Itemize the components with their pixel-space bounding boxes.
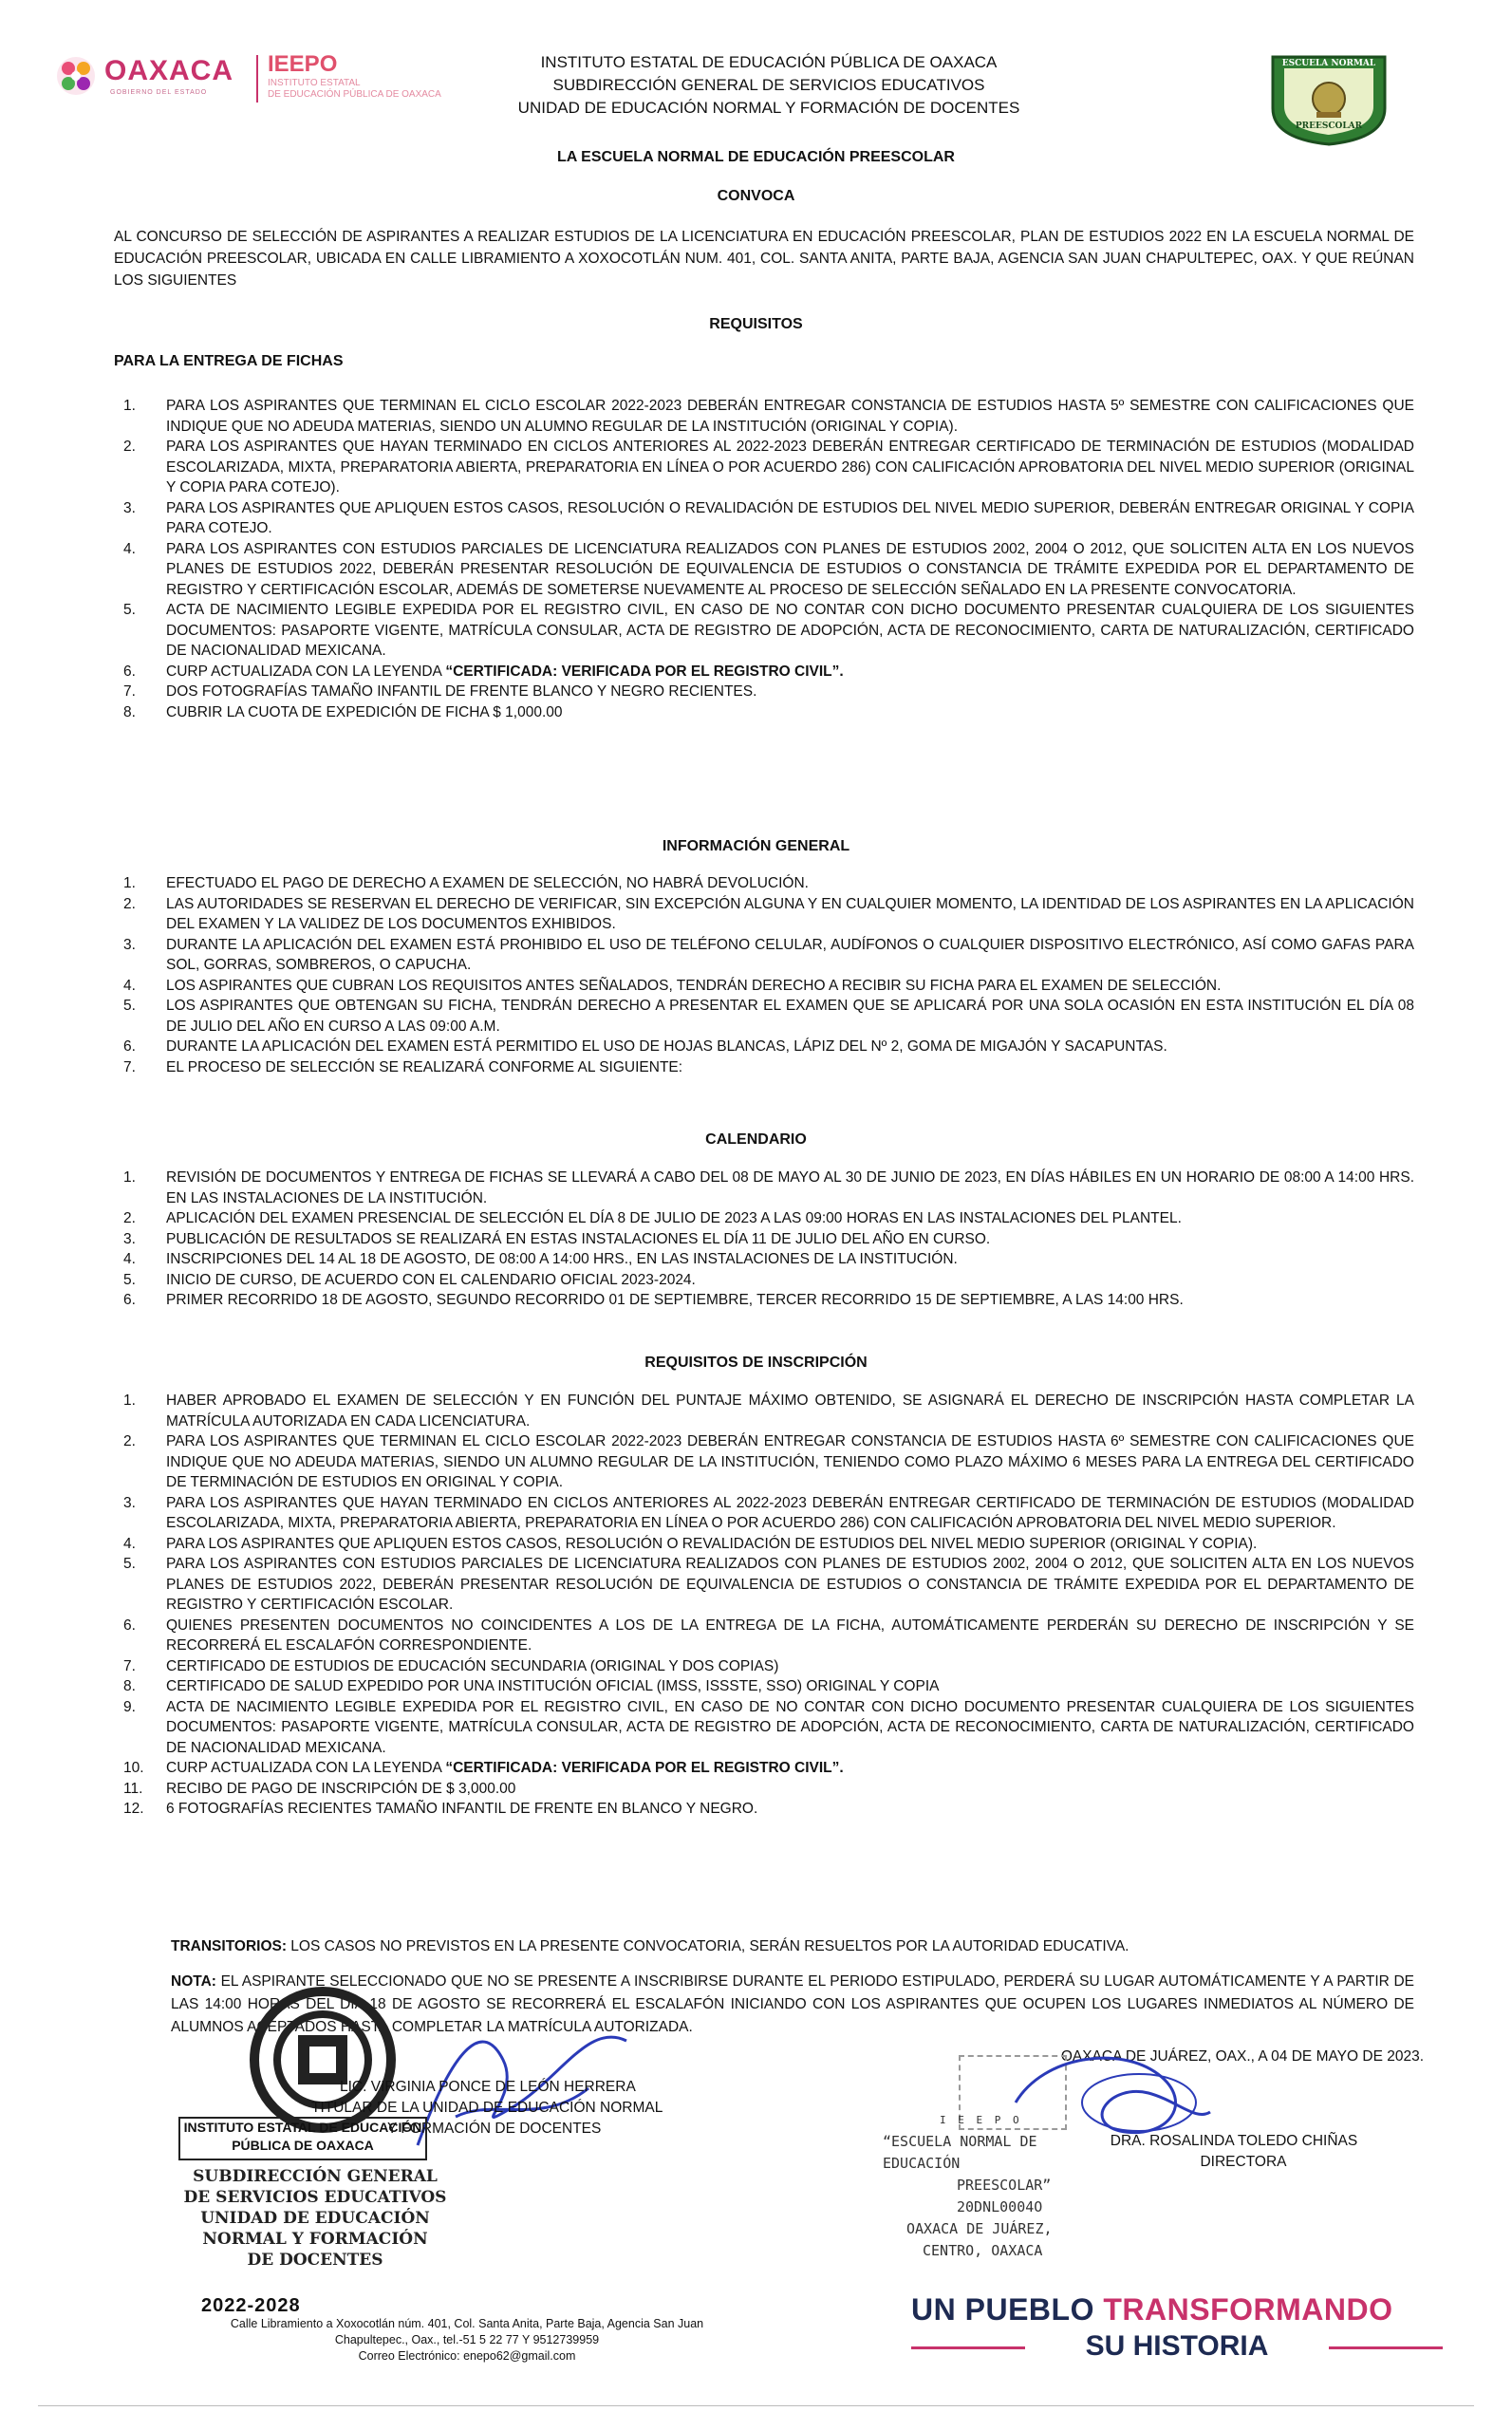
list-item-text: PARA LOS ASPIRANTES CON ESTUDIOS PARCIALES DE LICENCIATURA REALIZADOS CON PLANES DE ESTUDIOS 2002, 2004 O 2012, QUE SOLICITEN ALTA EN LOS NUEVOS PLANES DE ESTUDIOS 2022, DEBERÁN PRESENTAR RESOLUCIÓN DE EQUIVALENCIA DE ESTUDIOS O CONSTANCIA DE TRÁMITE EXPEDIDA POR EL DEPARTAMENTO DE REGISTRO Y CERTIFICACIÓN ESCOLAR. <box>166 1556 1414 1613</box>
ieepo-logo-line2: DE EDUCACIÓN PÚBLICA DE OAXACA <box>268 89 441 100</box>
list-item <box>114 1554 1414 1616</box>
list-item-number: 3. <box>123 936 136 953</box>
stamp-left-line5: DE DOCENTES <box>247 2251 383 2270</box>
list-item <box>114 1758 1414 1779</box>
list-item-text: LOS ASPIRANTES QUE CUBRAN LOS REQUISITOS ANTES SEÑALADOS, TENDRÁN DERECHO A RECIBIR SU FICHA PARA EL EXAMEN DE SELECCIÓN. <box>166 977 1222 994</box>
list-item-number: 6. <box>123 1617 136 1634</box>
list-item <box>114 935 1414 976</box>
list-item-text: LAS AUTORIDADES SE RESERVAN EL DERECHO DE VERIFICAR, SIN EXCEPCIÓN ALGUNA Y EN CUALQUIER MOMENTO, LA IDENTIDAD DE LOS ASPIRANTES EN LA APLICACIÓN DEL EXAMEN Y LA VALIDEZ DE LOS DOCUMENTOS EXHIBIDOS. <box>166 895 1414 932</box>
slogan-line1 <box>911 2292 1443 2327</box>
list-item <box>114 873 1414 894</box>
list-item-number: 1. <box>123 1169 136 1186</box>
list-item-text: PARA LOS ASPIRANTES QUE TERMINAN EL CICLO ESCOLAR 2022-2023 DEBERÁN ENTREGAR CONSTANCIA DE ESTUDIOS HASTA 5º SEMESTRE CON CALIFICACIONES QUE INDIQUE QUE NO ADEUDA MATERIAS, SIENDO UN ALUMNO REGULAR DE LA INSTITUCIÓN (ORIGINAL Y COPIA). <box>166 398 1414 435</box>
list-item <box>114 1656 1414 1677</box>
stamp-right-line1: “ESCUELA NORMAL DE EDUCACIÓN <box>883 2133 1037 2172</box>
list-item-text: ACTA DE NACIMIENTO LEGIBLE EXPEDIDA POR EL REGISTRO CIVIL, EN CASO DE NO CONTAR CON DICHO DOCUMENTO PRESENTAR CUALQUIERA DE LOS SIGUIENTES DOCUMENTOS: PASAPORTE VIGENTE, MATRÍCULA CONSULAR, ACTA DE REGISTRO DE ADOPCIÓN, ACTA DE RECONOCIMIENTO, CARTA DE NATURALIZACIÓN, CERTIFICADO DE NACIONALIDAD MEXICANA. <box>166 602 1414 659</box>
list-item-number: 7. <box>123 1058 136 1075</box>
list-item <box>114 1779 1414 1800</box>
stamp-left-box-line1: INSTITUTO ESTATAL DE EDUCACIÓN <box>183 2120 422 2135</box>
list-item-text: RECIBO DE PAGO DE INSCRIPCIÓN DE $ 3,000.00 <box>166 1780 516 1797</box>
list-item-text: INICIO DE CURSO, DE ACUERDO CON EL CALENDARIO OFICIAL 2023-2024. <box>166 1271 696 1288</box>
list-item <box>114 1616 1414 1656</box>
ieepo-logo-title: IEEPO <box>268 51 338 77</box>
list-item-number: 2. <box>123 1433 136 1449</box>
list-item <box>114 437 1414 498</box>
signer-right-name: DRA. ROSALINDA TOLEDO CHIÑAS <box>1110 2133 1358 2149</box>
fichas-subtitle: PARA LA ENTREGA DE FICHAS <box>114 353 344 369</box>
place-date: OAXACA DE JUÁREZ, OAX., A 04 DE MAYO DE 2023. <box>1060 2048 1424 2065</box>
stamp-right-line3: 20DNL0004O <box>957 2198 1043 2215</box>
list-item-number: 7. <box>123 1657 136 1674</box>
nota-text: EL ASPIRANTE SELECCIONADO QUE NO SE PRESENTE A INSCRIBIRSE DURANTE EL PERIODO ESTIPULADO, PERDERÁ SU LUGAR AUTOMÁTICAMENTE Y A PARTIR DE LAS 14:00 HORAS DEL DÍA 18 DE AGOSTO SE RECORRERÁ EL ESCALAFÓN INICIANDO CON LOS ASPIRANTES QUE OCUPEN LOS LUGARES INMEDIATOS AL NÚMERO DE ALUMNOS ACEPTADOS HASTA COMPLETAR LA MATRÍCULA AUTORIZADA. <box>171 1973 1414 2035</box>
transitorios-label: TRANSITORIOS: <box>171 1938 287 1954</box>
signer-right-title: DIRECTORA <box>1200 2154 1287 2170</box>
slogan-word1: UN PUEBLO <box>911 2292 1094 2327</box>
list-item-number: 5. <box>123 602 136 618</box>
transitorios-text: LOS CASOS NO PREVISTOS EN LA PRESENTE CONVOCATORIA, SERÁN RESUELTOS POR LA AUTORIDAD EDUCATIVA. <box>287 1938 1129 1954</box>
school-logo-top-text: ESCUELA NORMAL <box>1281 59 1376 68</box>
list-item <box>114 682 1414 702</box>
list-item <box>114 498 1414 539</box>
list-item-number: 5. <box>123 1556 136 1572</box>
stamp-left-line3: UNIDAD DE EDUCACIÓN <box>200 2209 430 2228</box>
list-item-text: EL PROCESO DE SELECCIÓN SE REALIZARÁ CONFORME AL SIGUIENTE: <box>166 1058 683 1075</box>
list-item-number: 5. <box>123 1271 136 1288</box>
list-item <box>114 894 1414 935</box>
list-item-text: INSCRIPCIONES DEL 14 AL 18 DE AGOSTO, DE 08:00 A 14:00 HRS., EN LAS INSTALACIONES DE LA INSTITUCIÓN. <box>166 1251 958 1267</box>
oaxaca-logo <box>55 53 254 101</box>
list-item-text: QUIENES PRESENTEN DOCUMENTOS NO COINCIDENTES A LOS DE LA ENTREGA DE LA FICHA, AUTOMÁTICAMENTE PERDERÁN SU DERECHO DE INSCRIPCIÓN Y SE RECORRERÁ EL ESCALAFÓN CORRESPONDIENTE. <box>166 1617 1414 1654</box>
list-item <box>114 1697 1414 1759</box>
list-item-number: 5. <box>123 998 136 1014</box>
footer-address-line1: Calle Libramiento a Xoxocotlán núm. 401, Col. Santa Anita, Parte Baja, Agencia San Juan <box>230 2317 704 2330</box>
calendar-heading: CALENDARIO <box>705 1131 807 1148</box>
convoca-heading: CONVOCA <box>717 188 795 204</box>
list-item-text: ACTA DE NACIMIENTO LEGIBLE EXPEDIDA POR EL REGISTRO CIVIL, EN CASO DE NO CONTAR CON DICHO DOCUMENTO PRESENTAR CUALQUIERA DE LOS SIGUIENTES DOCUMENTOS: PASAPORTE VIGENTE, MATRÍCULA CONSULAR, ACTA DE REGISTRO DE ADOPCIÓN, ACTA DE RECONOCIMIENTO, CARTA DE NATURALIZACIÓN, CERTIFICADO DE NACIONALIDAD MEXICANA. <box>166 1698 1414 1756</box>
list-item-bold-text: “CERTIFICADA: VERIFICADA POR EL REGISTRO CIVIL”. <box>445 1760 844 1776</box>
list-item <box>114 702 1414 723</box>
stamp-left-line2: DE SERVICIOS EDUCATIVOS <box>183 2188 447 2207</box>
stamp-left-year: 2022-2028 <box>201 2295 301 2316</box>
list-item-number: 3. <box>123 499 136 516</box>
list-item <box>114 1391 1414 1431</box>
logo-divider <box>256 55 258 103</box>
list-item-text: PUBLICACIÓN DE RESULTADOS SE REALIZARÁ EN ESTAS INSTALACIONES EL DÍA 11 DE JULIO DEL AÑO EN CURSO. <box>166 1230 991 1247</box>
list-item-text: PRIMER RECORRIDO 18 DE AGOSTO, SEGUNDO RECORRIDO 01 DE SEPTIEMBRE, TERCER RECORRIDO 15 DE SEPTIEMBRE, A LAS 14:00 HRS. <box>166 1292 1184 1308</box>
list-item-text: DURANTE LA APLICACIÓN DEL EXAMEN ESTÁ PROHIBIDO EL USO DE TELÉFONO CELULAR, AUDÍFONOS O CUALQUIER DISPOSITIVO ELECTRÓNICO, ASÍ COMO GAFAS PARA SOL, GORRAS, SOMBREROS, O CAPUCHA. <box>166 936 1414 973</box>
list-item-number: 6. <box>123 663 136 680</box>
requisitos-heading: REQUISITOS <box>709 316 803 332</box>
list-item-number: 12. <box>123 1801 144 1817</box>
list-item <box>114 1290 1414 1311</box>
stamp-left-text <box>173 2166 457 2271</box>
list-item <box>114 600 1414 662</box>
header-institution <box>408 51 1129 120</box>
list-item-number: 1. <box>123 1393 136 1409</box>
slogan-rule-right <box>1329 2346 1443 2349</box>
list-item-number: 4. <box>123 1251 136 1267</box>
list-item-number: 8. <box>123 703 136 720</box>
list-item-text: PARA LOS ASPIRANTES QUE TERMINAN EL CICLO ESCOLAR 2022-2023 DEBERÁN ENTREGAR CONSTANCIA DE ESTUDIOS HASTA 6º SEMESTRE CON CALIFICACIONES QUE INDIQUE QUE NO ADEUDA MATERIAS, SIENDO UN ALUMNO REGULAR DE LA INSTITUCIÓN, TENIENDO COMO PLAZO MÁXIMO 6 MESES PARA LA ENTREGA DEL CERTIFICADO DE TERMINACIÓN DE ESTUDIOS EN ORIGINAL Y COPIA. <box>166 1433 1414 1490</box>
list-item-text: CURP ACTUALIZADA CON LA LEYENDA <box>166 1760 446 1776</box>
list-item-number: 1. <box>123 875 136 891</box>
list-item <box>114 1229 1414 1250</box>
signer-left-title1: TITULAR DE LA UNIDAD DE EDUCACIÓN NORMAL <box>311 2100 663 2116</box>
list-item <box>114 1208 1414 1229</box>
list-item-text: DURANTE LA APLICACIÓN DEL EXAMEN ESTÁ PERMITIDO EL USO DE HOJAS BLANCAS, LÁPIZ DEL Nº 2, GOMA DE MIGAJÓN Y SACAPUNTAS. <box>166 1038 1167 1055</box>
list-item-text: PARA LOS ASPIRANTES QUE APLIQUEN ESTOS CASOS, RESOLUCIÓN O REVALIDACIÓN DE ESTUDIOS DEL NIVEL MEDIO SUPERIOR, DEBERÁN ENTREGAR ORIGINAL Y COPIA PARA COTEJO. <box>166 499 1414 536</box>
list-item-text: CUBRIR LA CUOTA DE EXPEDICIÓN DE FICHA $ 1,000.00 <box>166 703 563 720</box>
signer-left-title2: Y FORMACIÓN DE DOCENTES <box>387 2121 602 2137</box>
list-item-text: APLICACIÓN DEL EXAMEN PRESENCIAL DE SELECCIÓN EL DÍA 8 DE JULIO DE 2023 A LAS 09:00 HORAS EN LAS INSTALACIONES DEL PLANTEL. <box>166 1210 1182 1226</box>
signer-left-name: LIC. VIRGINIA PONCE DE LEÓN HERRERA <box>340 2079 636 2095</box>
list-item-text: CERTIFICADO DE SALUD EXPEDIDO POR UNA INSTITUCIÓN OFICIAL (IMSS, ISSSTE, SSO) ORIGINAL Y COPIA <box>166 1678 940 1694</box>
transitorios-paragraph <box>171 1936 1414 1957</box>
oaxaca-logo-subtext: GOBIERNO DEL ESTADO <box>110 89 208 96</box>
header-line-3: UNIDAD DE EDUCACIÓN NORMAL Y FORMACIÓN DE DOCENTES <box>517 99 1020 117</box>
footer-email: Correo Electrónico: enepo62@gmail.com <box>358 2349 576 2363</box>
list-item <box>114 662 1414 682</box>
signer-right <box>1063 2131 1405 2173</box>
stamp-right-header: I E E P O <box>940 2114 1022 2126</box>
list-item <box>114 1057 1414 1078</box>
list-item <box>114 1249 1414 1270</box>
list-item-bold-text: “CERTIFICADA: VERIFICADA POR EL REGISTRO CIVIL”. <box>445 663 844 680</box>
stamp-left-box-line2: PÚBLICA DE OAXACA <box>232 2138 374 2153</box>
stamp-right-line5: CENTRO, OAXACA <box>923 2242 1043 2259</box>
nota-label: NOTA: <box>171 1973 216 1990</box>
stamp-left-line1: SUBDIRECCIÓN GENERAL <box>193 2167 438 2186</box>
inscripcion-heading: REQUISITOS DE INSCRIPCIÓN <box>644 1355 868 1371</box>
list-item-number: 3. <box>123 1230 136 1247</box>
intro-paragraph: AL CONCURSO DE SELECCIÓN DE ASPIRANTES A REALIZAR ESTUDIOS DE LA LICENCIATURA EN EDUCACIÓN PREESCOLAR, PLAN DE ESTUDIOS 2022 EN LA ESCUELA NORMAL DE EDUCACIÓN PREESCOLAR, UBICADA EN CALLE LIBRAMIENTO A XOXOCOTLÁN NUM. 401, COL. SANTA ANITA, PARTE BAJA, AGENCIA SAN JUAN CHAPULTEPEC, OAX. Y QUE REÚNAN LOS SIGUIENTES <box>114 229 1414 289</box>
document-title: LA ESCUELA NORMAL DE EDUCACIÓN PREESCOLAR <box>557 149 955 165</box>
list-item-text: DOS FOTOGRAFÍAS TAMAÑO INFANTIL DE FRENTE BLANCO Y NEGRO RECIENTES. <box>166 683 757 700</box>
list-item <box>114 1037 1414 1057</box>
school-logo-bottom-text: PREESCOLAR <box>1295 122 1363 131</box>
slogan-rule-left <box>911 2346 1025 2349</box>
list-item-text: PARA LOS ASPIRANTES QUE HAYAN TERMINADO EN CICLOS ANTERIORES AL 2022-2023 DEBERÁN ENTREGAR CERTIFICADO DE TERMINACIÓN DE ESTUDIOS (MODALIDAD ESCOLARIZADA, MIXTA, PREPARATORIA ABIERTA, PREPARATORIA EN LÍNEA O POR ACUERDO 286) CON CALIFICACIÓN APROBATORIA DEL NIVEL MEDIO SUPERIOR (ORIGINAL Y COPIA PARA COTEJO). <box>166 439 1414 495</box>
list-item-number: 6. <box>123 1292 136 1308</box>
list-item <box>114 1431 1414 1493</box>
stamp-left-line4: NORMAL Y FORMACIÓN <box>202 2230 428 2249</box>
oaxaca-emblem-icon <box>55 55 97 97</box>
list-item-number: 4. <box>123 1535 136 1552</box>
list-item <box>114 976 1414 997</box>
bottom-rule <box>38 2405 1474 2406</box>
slogan-word2: TRANSFORMANDO <box>1103 2292 1393 2327</box>
list-item-text: EFECTUADO EL PAGO DE DERECHO A EXAMEN DE SELECCIÓN, NO HABRÁ DEVOLUCIÓN. <box>166 875 809 891</box>
list-item <box>114 1270 1414 1291</box>
list-item-number: 2. <box>123 1210 136 1226</box>
oaxaca-logo-text: OAXACA <box>104 55 234 86</box>
info-list <box>114 873 1414 1077</box>
list-item-text: 6 FOTOGRAFÍAS RECIENTES TAMAÑO INFANTIL DE FRENTE EN BLANCO Y NEGRO. <box>166 1801 758 1817</box>
list-item-number: 4. <box>123 977 136 994</box>
fichas-list <box>114 396 1414 722</box>
inscripcion-list <box>114 1391 1414 1820</box>
list-item-number: 4. <box>123 540 136 557</box>
list-item-text: LOS ASPIRANTES QUE OBTENGAN SU FICHA, TENDRÁN DERECHO A PRESENTAR EL EXAMEN QUE SE APLICARÁ POR UNA SOLA OCASIÓN EN ESTA INSTITUCIÓN EL DÍA 08 DE JULIO DEL AÑO EN CURSO A LAS 09:00 A.M. <box>166 998 1414 1035</box>
stamp-left-box <box>178 2117 427 2160</box>
list-item <box>114 1676 1414 1697</box>
list-item-text: PARA LOS ASPIRANTES CON ESTUDIOS PARCIALES DE LICENCIATURA REALIZADOS CON PLANES DE ESTUDIOS 2002, 2004 O 2012, QUE SOLICITEN ALTA EN LOS NUEVOS PLANES DE ESTUDIOS 2022, DEBERÁN PRESENTAR RESOLUCIÓN DE EQUIVALENCIA DE ESTUDIOS O CONSTANCIA DE TRÁMITE EXPEDIDA POR EL DEPARTAMENTO DE REGISTRO Y CERTIFICACIÓN ESCOLAR, ADEMÁS DE SOMETERSE NUEVAMENTE AL PROCESO DE SELECCIÓN SEÑALADO EN LA PRESENTE CONVOCATORIA. <box>166 540 1414 598</box>
list-item-number: 7. <box>123 683 136 700</box>
list-item-number: 9. <box>123 1698 136 1715</box>
calendar-list <box>114 1168 1414 1311</box>
ieepo-logo-line1: INSTITUTO ESTATAL <box>268 78 361 88</box>
list-item-number: 3. <box>123 1494 136 1511</box>
header-line-2: SUBDIRECCIÓN GENERAL DE SERVICIOS EDUCATIVOS <box>552 76 985 94</box>
list-item-number: 2. <box>123 439 136 455</box>
list-item <box>114 1799 1414 1820</box>
list-item-text: PARA LOS ASPIRANTES QUE APLIQUEN ESTOS CASOS, RESOLUCIÓN O REVALIDACIÓN DE ESTUDIOS DEL NIVEL MEDIO SUPERIOR (ORIGINAL Y COPIA). <box>166 1535 1258 1552</box>
list-item-number: 6. <box>123 1038 136 1055</box>
list-item-number: 1. <box>123 398 136 414</box>
stamp-right-line2: PREESCOLAR” <box>957 2177 1052 2194</box>
footer-address <box>201 2316 733 2365</box>
list-item-number: 2. <box>123 895 136 912</box>
list-item-number: 11. <box>123 1780 143 1797</box>
list-item <box>114 1168 1414 1208</box>
info-heading: INFORMACIÓN GENERAL <box>662 838 850 854</box>
list-item <box>114 1493 1414 1534</box>
slogan-line2-text: SU HISTORIA <box>1085 2330 1269 2362</box>
list-item-text: CURP ACTUALIZADA CON LA LEYENDA <box>166 663 446 680</box>
list-item-text: PARA LOS ASPIRANTES QUE HAYAN TERMINADO EN CICLOS ANTERIORES AL 2022-2023 DEBERÁN ENTREGAR CERTIFICADO DE TERMINACIÓN DE ESTUDIOS (MODALIDAD ESCOLARIZADA, MIXTA, PREPARATORIA ABIERTA, PREPARATORIA EN LÍNEA O POR ACUERDO 286) CON CALIFICACIÓN APROBATORIA DEL NIVEL MEDIO SUPERIOR. <box>166 1494 1414 1531</box>
list-item <box>114 996 1414 1037</box>
list-item-number: 8. <box>123 1678 136 1694</box>
footer-address-line2: Chapultepec., Oax., tel.-51 5 22 77 Y 9512739959 <box>334 2333 600 2346</box>
list-item <box>114 539 1414 601</box>
list-item <box>114 396 1414 437</box>
list-item-text: REVISIÓN DE DOCUMENTOS Y ENTREGA DE FICHAS SE LLEVARÁ A CABO DEL 08 DE MAYO AL 30 DE JUNIO DE 2023, EN DÍAS HÁBILES EN UN HORARIO DE 08:00 A 14:00 HRS. EN LAS INSTALACIONES DE LA INSTITUCIÓN. <box>166 1169 1414 1206</box>
list-item-number: 10. <box>123 1760 144 1776</box>
header-line-1: INSTITUTO ESTATAL DE EDUCACIÓN PÚBLICA DE OAXACA <box>540 53 998 71</box>
stamp-right-line4: OAXACA DE JUÁREZ, <box>906 2220 1053 2237</box>
list-item-text: CERTIFICADO DE ESTUDIOS DE EDUCACIÓN SECUNDARIA (ORIGINAL Y DOS COPIAS) <box>166 1657 779 1674</box>
school-logo <box>1267 51 1391 146</box>
list-item <box>114 1534 1414 1555</box>
stamp-right <box>883 2109 1082 2262</box>
list-item-text: HABER APROBADO EL EXAMEN DE SELECCIÓN Y EN FUNCIÓN DEL PUNTAJE MÁXIMO OBTENIDO, SE ASIGNARÁ EL DERECHO DE INSCRIPCIÓN HASTA COMPLETAR LA MATRÍCULA AUTORIZADA EN CADA LICENCIATURA. <box>166 1393 1414 1430</box>
